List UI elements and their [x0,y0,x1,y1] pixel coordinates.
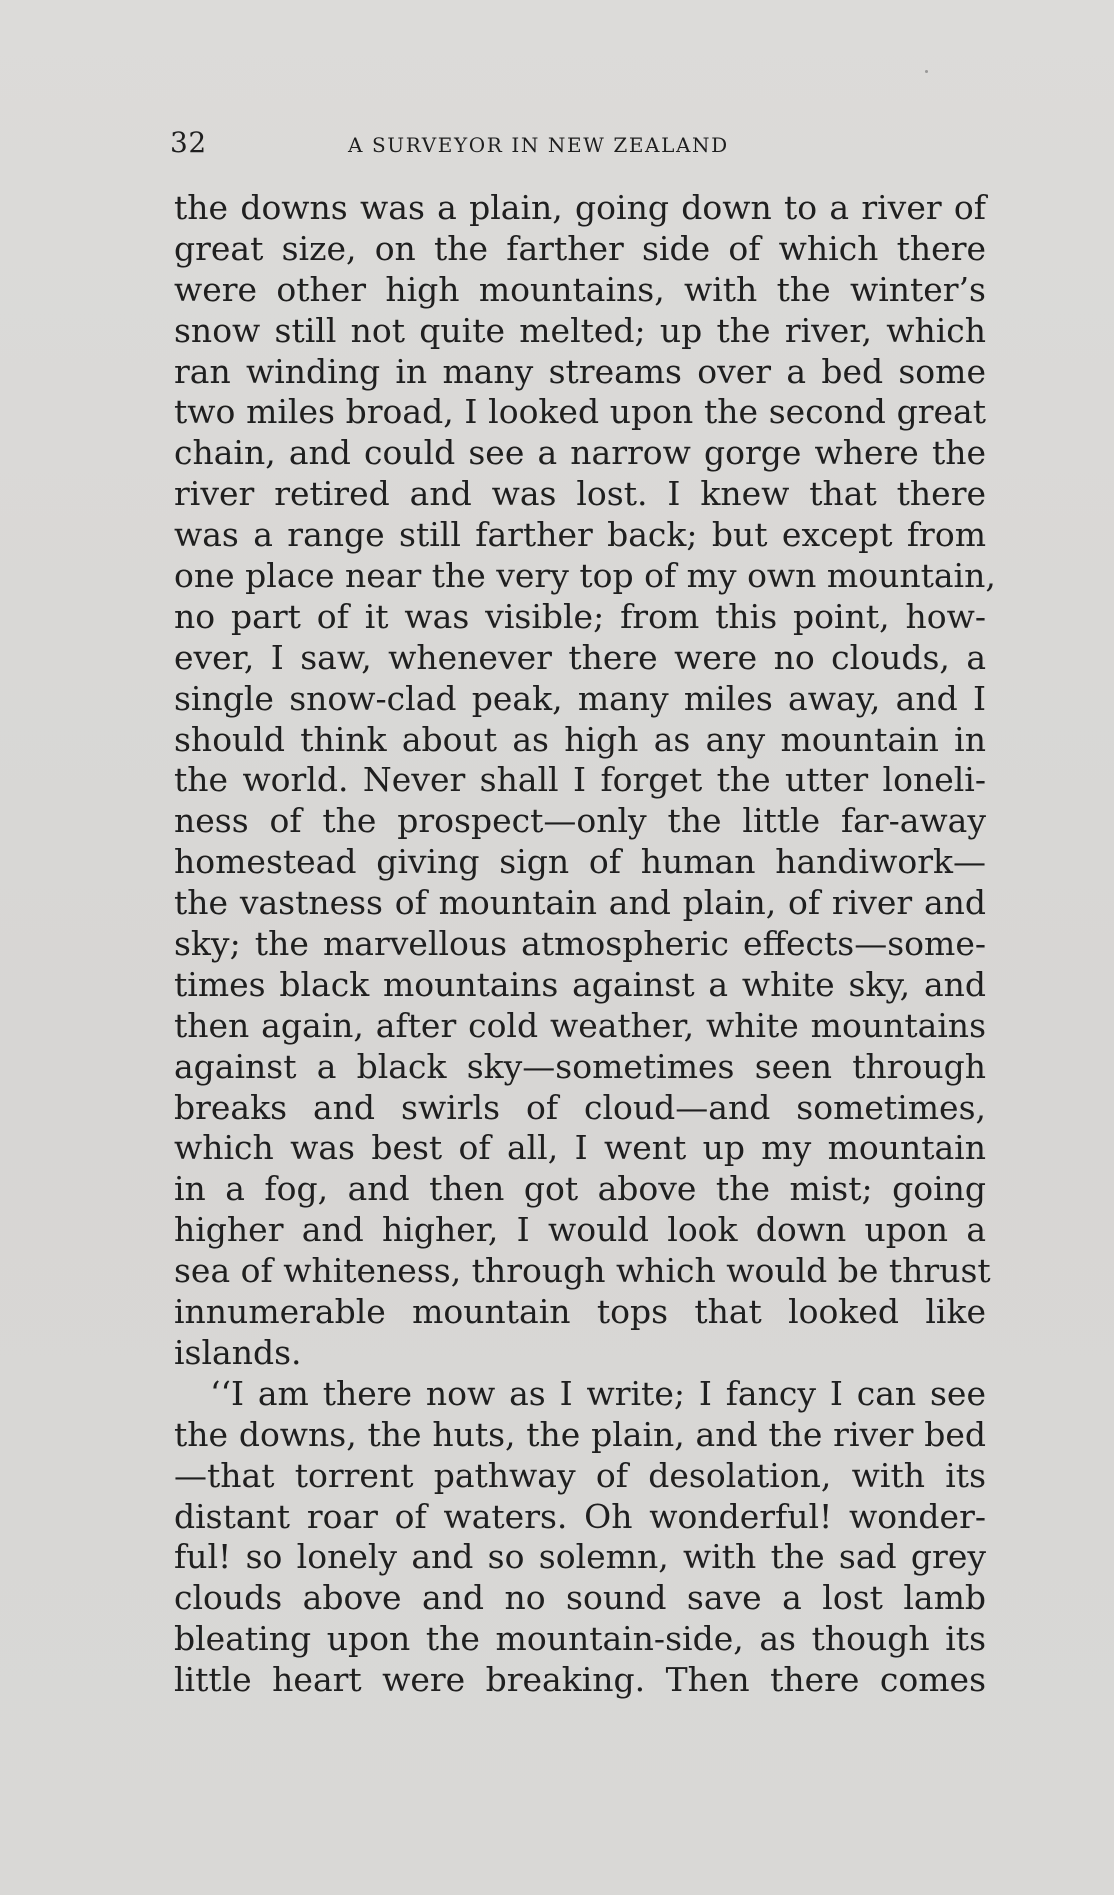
text-line: snow still not quite melted; up the river, which [174,310,986,350]
text-line: —that torrent pathway of desolation, with its [174,1455,986,1495]
text-line: single snow-clad peak, many miles away, and I [174,678,986,718]
text-line: little heart were breaking. Then there comes [174,1660,986,1700]
text-line: which was best of all, I went up my mountain [174,1128,986,1168]
text-line: were other high mountains, with the winter’s [174,269,986,309]
text-line: no part of it was visible; from this point, how- [174,596,986,636]
text-line: islands. [174,1332,302,1372]
text-line: then again, after cold weather, white mountains [174,1005,986,1045]
page-header [170,126,985,160]
paper-speck [925,70,928,73]
text-line: innumerable mountain tops that looked like [174,1292,986,1332]
text-line: the vastness of mountain and plain, of river and [174,883,986,923]
text-line: sky; the marvellous atmospheric effects—some- [174,924,986,964]
text-line: breaks and swirls of cloud—and sometimes, [174,1087,986,1127]
text-line: ever, I saw, whenever there were no clouds, a [174,637,986,677]
running-title: A SURVEYOR IN NEW ZEALAND [348,133,729,157]
text-line: times black mountains against a white sky, and [174,964,986,1004]
text-line: great size, on the farther side of which there [174,228,986,268]
text-line: two miles broad, I looked upon the second great [174,392,986,432]
text-line: should think about as high as any mountain in [174,719,986,759]
text-line: ‘‘I am there now as I write; I fancy I can see [210,1373,986,1413]
text-line: one place near the very top of my own mountain, [174,556,996,596]
text-line: sea of whiteness, through which would be thrust [174,1251,991,1291]
text-line: ness of the prospect—only the little far-away [174,801,986,841]
page-number: 32 [170,126,207,159]
text-line: higher and higher, I would look down upon a [174,1210,986,1250]
text-line: the world. Never shall I forget the utter loneli- [174,760,986,800]
text-line: distant roar of waters. Oh wonderful! wonder- [174,1496,986,1536]
text-line: the downs, the huts, the plain, and the river bed [174,1414,986,1454]
text-line: ful! so lonely and so solemn, with the sad grey [174,1537,986,1577]
text-line: bleating upon the mountain-side, as though its [174,1619,986,1659]
text-line: clouds above and no sound save a lost lamb [174,1578,986,1618]
body-text [174,188,996,1701]
text-line: homestead giving sign of human handiwork— [174,842,986,882]
text-line: was a range still farther back; but except from [174,515,986,555]
text-line: ran winding in many streams over a bed some [174,351,986,391]
text-line: river retired and was lost. I knew that there [174,474,986,514]
text-line: the downs was a plain, going down to a river of [174,188,986,227]
text-line: chain, and could see a narrow gorge where the [174,433,986,473]
text-line: in a fog, and then got above the mist; going [174,1169,986,1209]
text-line: against a black sky—sometimes seen through [174,1046,986,1086]
